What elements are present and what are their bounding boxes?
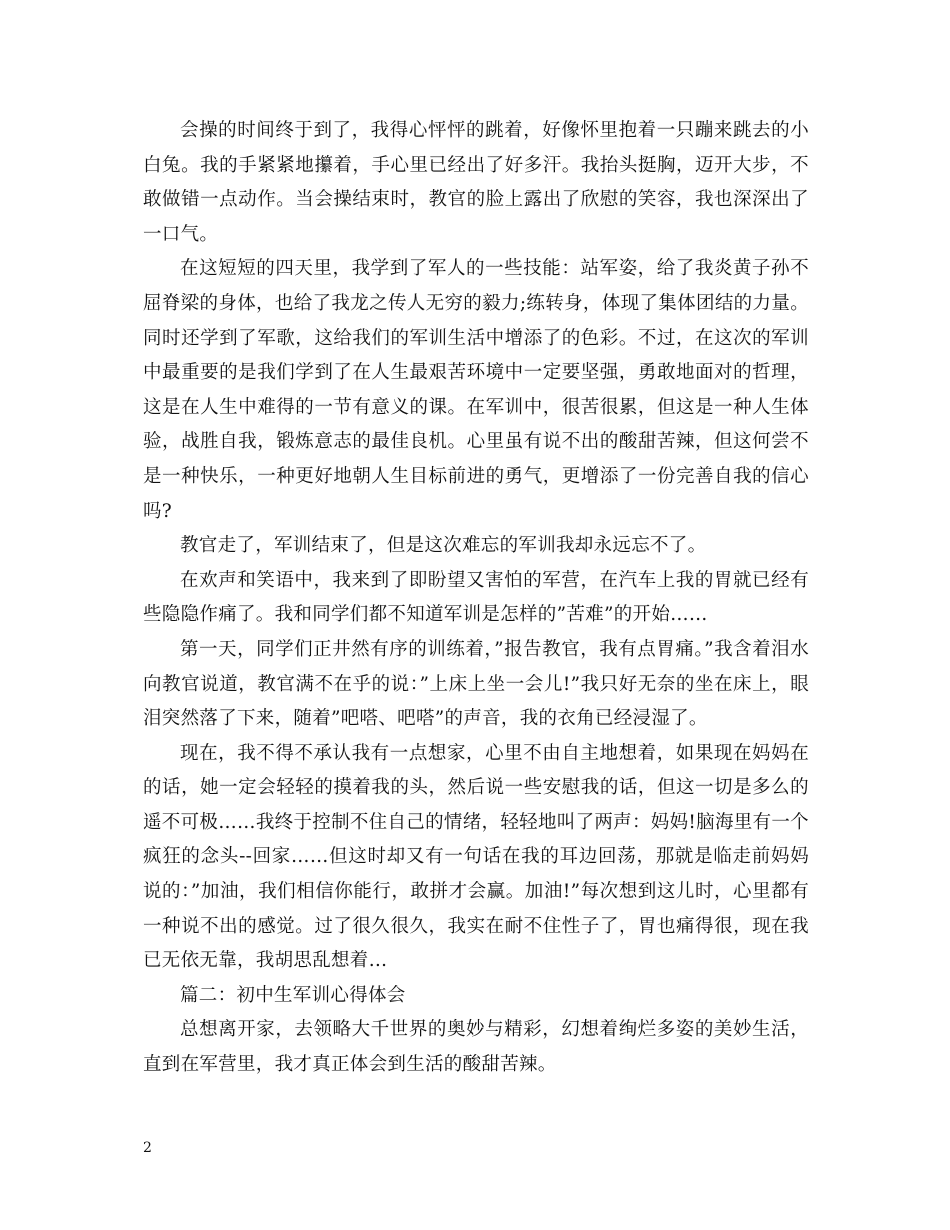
paragraph-drill-performance: 会操的时间终于到了，我得心怦怦的跳着，好像怀里抱着一只蹦来跳去的小白兔。我的手紧紧地攥着，手心里已经出了好多汗。我抬头挺胸，迈开大步，不敢做错一点动作。当会操结束时，教官的脸上露出了欣慰的笑容，我也深深出了一口气。 xyxy=(143,120,809,245)
paragraph-leave-home: 总想离开家，去领略大千世界的奥妙与精彩，幻想着绚烂多姿的美妙生活，直到在军营里，我才真正体会到生活的酸甜苦辣。 xyxy=(143,1019,809,1076)
paragraph-homesick: 现在，我不得不承认我有一点想家，心里不由自主地想着，如果现在妈妈在的话，她一定会轻轻的摸着我的头，然后说一些安慰我的话，但这一切是多么的遥不可极……我终于控制不住自己的情绪，轻轻地叫了两声：妈妈!脑海里有一个疯狂的念头--回家……但这时却又有一句话在我的耳边回荡，那就是临走前妈妈说的：”加油，我们相信你能行，敢拼才会赢。加油!”每次想到这儿时，心里都有一种说不出的感觉。过了很久很久，我实在耐不住性子了，胃也痛得很，现在我已无依无靠，我胡思乱想着… xyxy=(143,742,809,972)
paragraph-first-day: 第一天，同学们正井然有序的训练着，”报告教官，我有点胃痛。”我含着泪水向教官说道，教官满不在乎的说：”上床上坐一会儿!”我只好无奈的坐在床上，眼泪突然落了下来，随着”吧嗒、吧嗒”的声音，我的衣角已经浸湿了。 xyxy=(143,638,809,730)
paragraph-instructor-left: 教官走了，军训结束了，但是这次难忘的军训我却永远忘不了。 xyxy=(180,535,707,557)
paragraph-four-days: 在这短短的四天里，我学到了军人的一些技能：站军姿，给了我炎黄子孙不屈脊梁的身体，也给了我龙之传人无穷的毅力;练转身，体现了集体团结的力量。同时还学到了军歌，这给我们的军训生活中增添了的色彩。不过，在这次的军训中最重要的是我们学到了在人生最艰苦环境中一定要坚强，勇敢地面对的哲理，这是在人生中难得的一节有意义的课。在军训中，很苦很累，但这是一种人生体验，战胜自我，锻炼意志的最佳良机。心里虽有说不出的酸甜苦辣，但这何尝不是一种快乐，一种更好地朝人生目标前进的勇气，更增添了一份完善自我的信心吗? xyxy=(143,258,809,522)
page-number: 2 xyxy=(143,1140,152,1156)
document-body xyxy=(143,114,809,1083)
paragraph-arriving-camp: 在欢声和笑语中，我来到了即盼望又害怕的军营，在汽车上我的胃就已经有些隐隐作痛了。我和同学们都不知道军训是怎样的”苦难”的开始…… xyxy=(143,569,809,626)
section-heading: 篇二：初中生军训心得体会 xyxy=(180,984,406,1006)
